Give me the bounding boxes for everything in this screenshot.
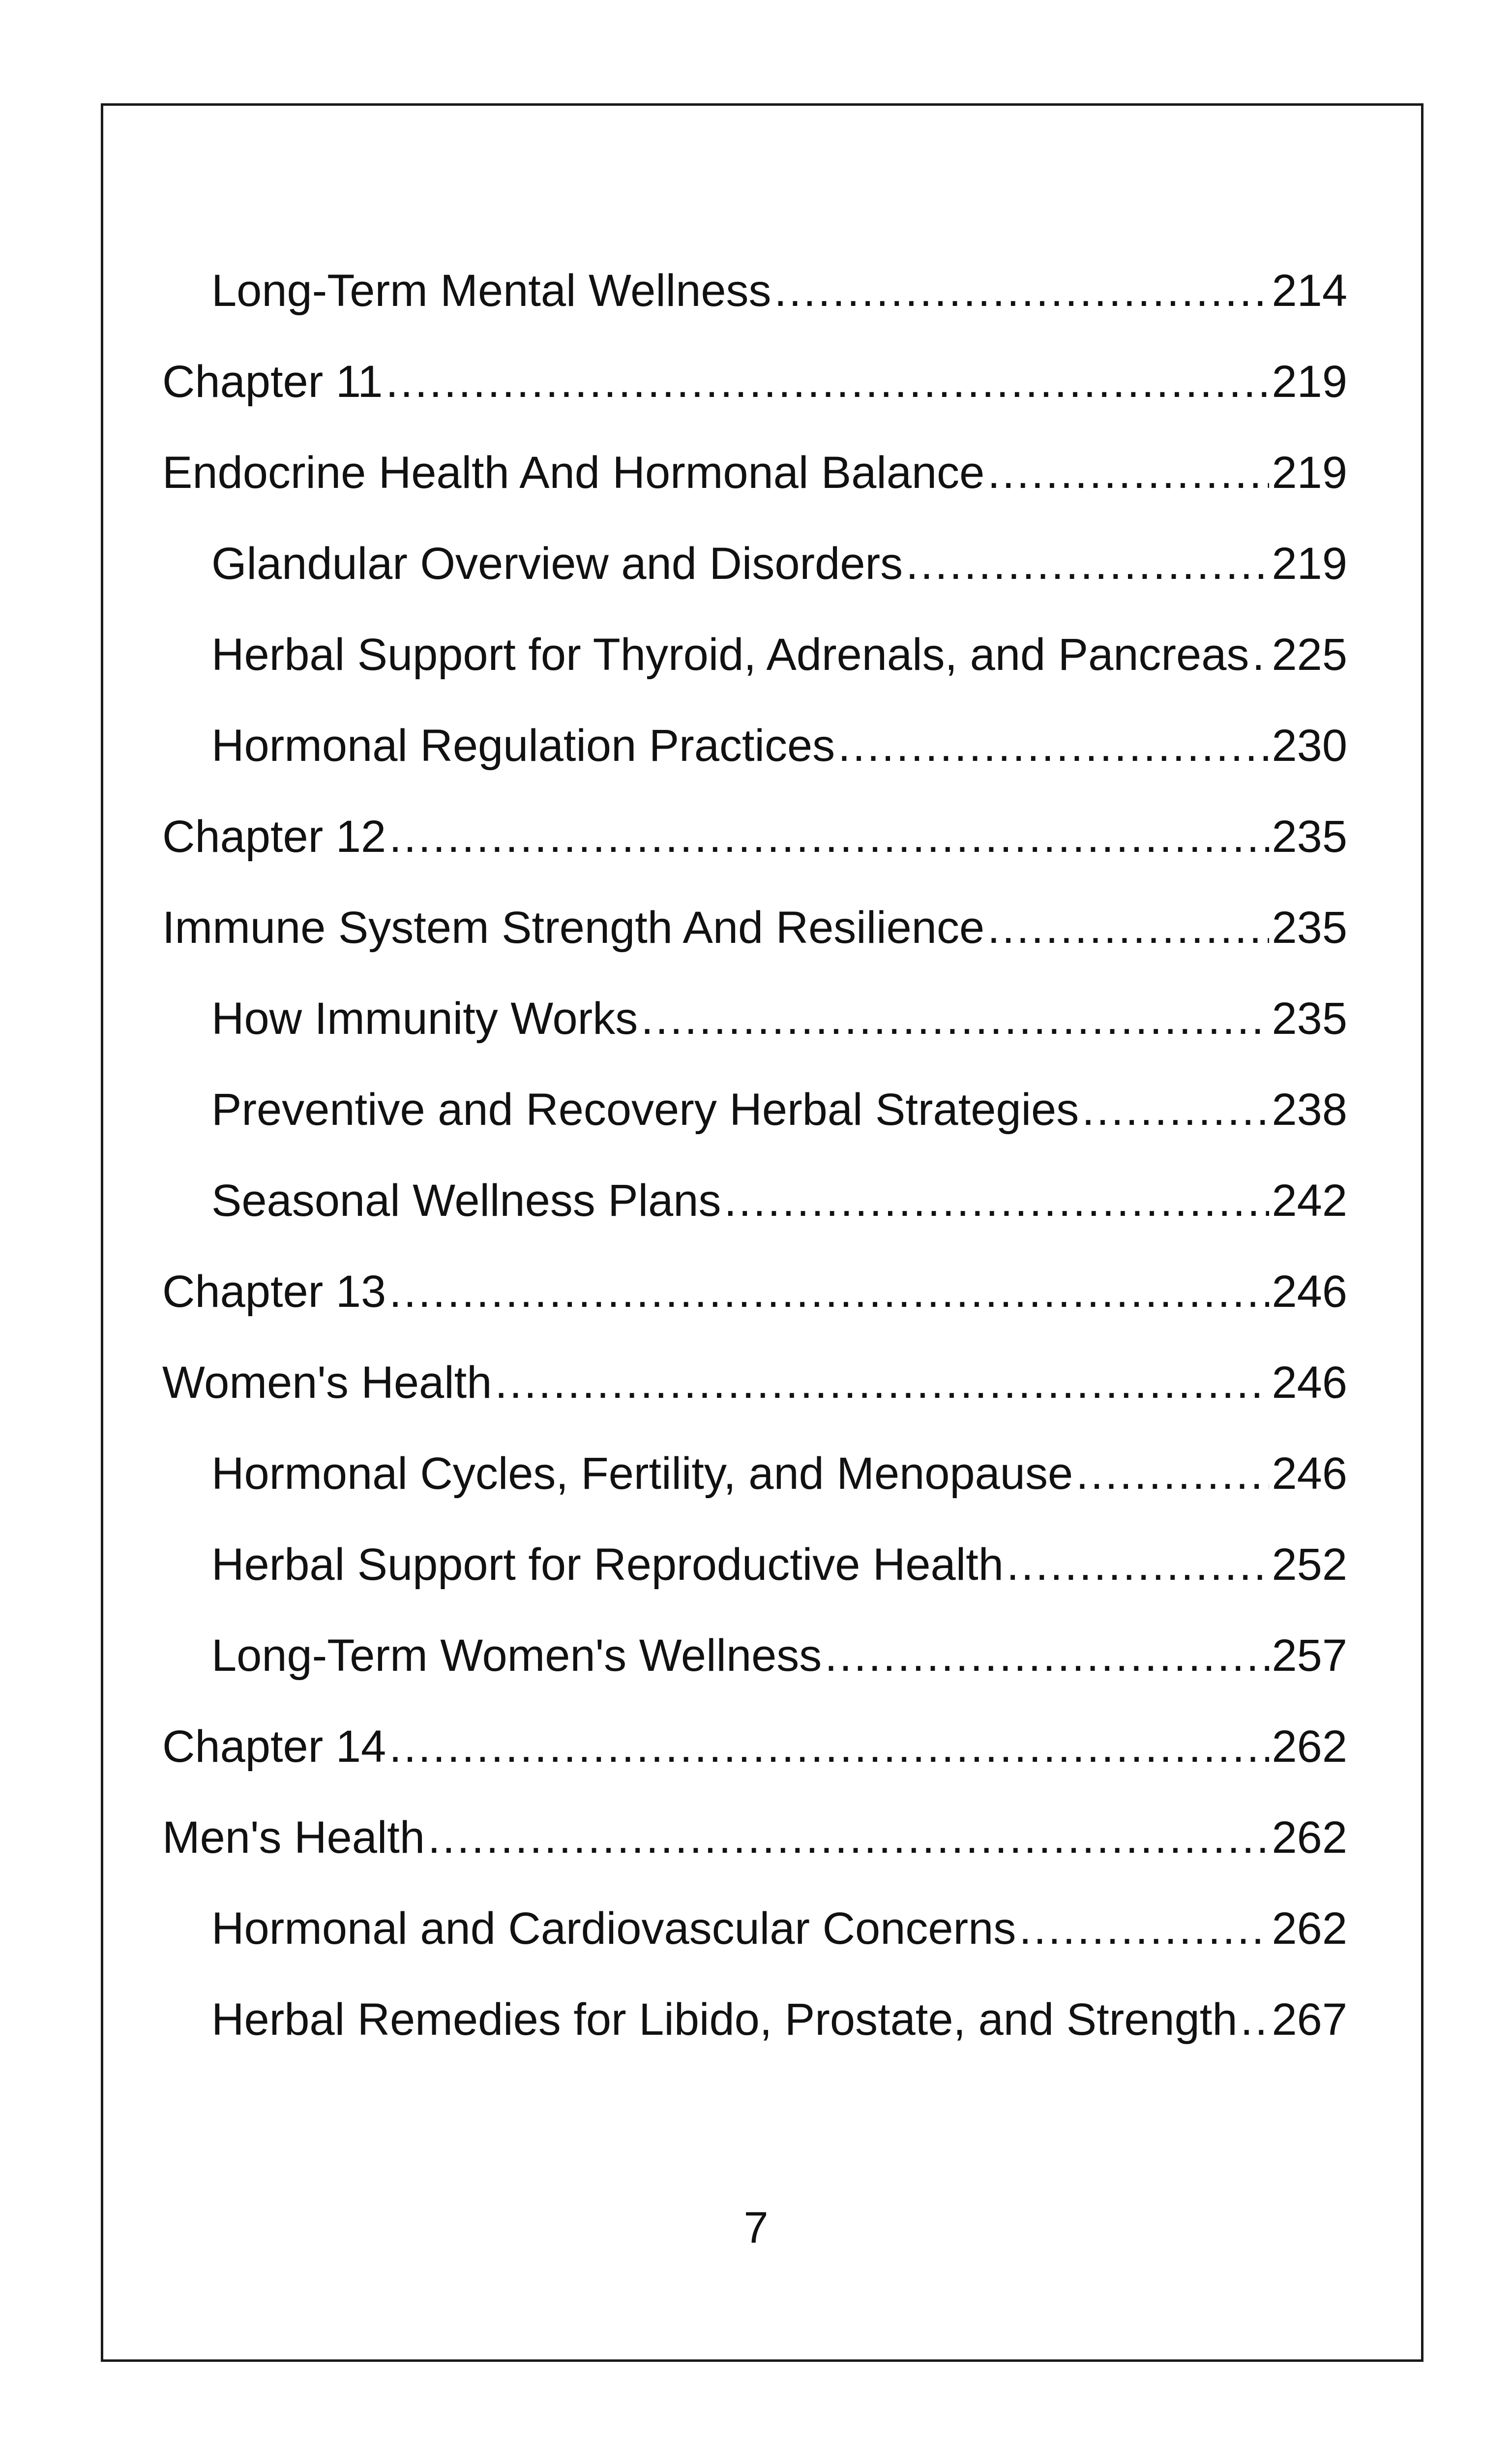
toc-entry-title: Endocrine Health And Hormonal Balance [162, 450, 985, 498]
toc-dot-leader [428, 1815, 1269, 1860]
toc-entry-page: 257 [1272, 1633, 1347, 1681]
toc-entry-title: Immune System Strength And Resilience [162, 905, 985, 953]
toc-entry[interactable] [162, 541, 1347, 632]
toc-dot-leader [1019, 1906, 1269, 1951]
toc-dot-leader [1007, 1542, 1269, 1587]
toc-entry[interactable] [162, 359, 1347, 450]
toc-entry-title: Chapter 11 [162, 359, 383, 407]
toc-entry-title: Preventive and Recovery Herbal Strategies [211, 1087, 1079, 1135]
toc-dot-leader [987, 450, 1269, 495]
toc-dot-leader [825, 1633, 1269, 1678]
toc-entry-page: 246 [1272, 1360, 1347, 1408]
toc-entry[interactable] [162, 1178, 1347, 1269]
toc-entry-page: 219 [1272, 359, 1347, 407]
toc-entry-title: Men's Health [162, 1815, 425, 1863]
toc-entry-page: 252 [1272, 1542, 1347, 1590]
toc-entry-page: 267 [1272, 1997, 1347, 2045]
toc-entry[interactable] [162, 1724, 1347, 1815]
toc-entry[interactable] [162, 1451, 1347, 1542]
toc-entry-title: Long-Term Women's Wellness [211, 1633, 822, 1681]
toc-dot-leader [389, 1269, 1269, 1314]
toc-entry-title: Long-Term Mental Wellness [211, 268, 771, 316]
toc-entry-page: 262 [1272, 1815, 1347, 1863]
toc-dot-leader [906, 541, 1269, 586]
toc-entry-title: Herbal Support for Reproductive Health [211, 1542, 1004, 1590]
toc-entry-page: 230 [1272, 723, 1347, 771]
toc-entry-page: 262 [1272, 1724, 1347, 1772]
toc-entry[interactable] [162, 1906, 1347, 1997]
toc-entry-page: 219 [1272, 450, 1347, 498]
toc-dot-leader [641, 996, 1269, 1041]
toc-entry[interactable] [162, 1542, 1347, 1633]
toc-entry[interactable] [162, 814, 1347, 905]
toc-entry[interactable] [162, 996, 1347, 1087]
toc-entry-page: 235 [1272, 905, 1347, 953]
toc-entry-title: Herbal Support for Thyroid, Adrenals, and Pancreas [211, 632, 1249, 680]
toc-dot-leader [385, 359, 1269, 404]
toc-entry-title: Glandular Overview and Disorders [211, 541, 903, 589]
toc-entry[interactable] [162, 1815, 1347, 1906]
toc-entry-title: Hormonal Cycles, Fertility, and Menopause [211, 1451, 1073, 1499]
toc-entry-title: Women's Health [162, 1360, 492, 1408]
toc-entry[interactable] [162, 268, 1347, 359]
toc-entry[interactable] [162, 1087, 1347, 1178]
toc-dot-leader [389, 814, 1269, 859]
toc-entry-page: 225 [1272, 632, 1347, 680]
toc-entry[interactable] [162, 450, 1347, 541]
toc-entry-title: Seasonal Wellness Plans [211, 1178, 721, 1226]
toc-dot-leader [774, 268, 1269, 313]
toc-entry[interactable] [162, 632, 1347, 723]
toc-entry[interactable] [162, 905, 1347, 996]
toc-entry-page: 235 [1272, 814, 1347, 862]
page-number: 7 [743, 2203, 769, 2253]
toc-entry-title: Chapter 14 [162, 1724, 386, 1772]
toc-dot-leader [1082, 1087, 1269, 1132]
toc-entry-page: 214 [1272, 268, 1347, 316]
toc-dot-leader [1241, 1997, 1269, 2042]
toc-entry[interactable] [162, 1633, 1347, 1724]
toc-entry[interactable] [162, 723, 1347, 814]
table-of-contents [162, 268, 1347, 2088]
toc-entry-page: 238 [1272, 1087, 1347, 1135]
toc-entry-title: Chapter 13 [162, 1269, 386, 1317]
toc-entry-title: Herbal Remedies for Libido, Prostate, and Strength [211, 1997, 1238, 2045]
toc-entry-title: Chapter 12 [162, 814, 386, 862]
toc-dot-leader [838, 723, 1269, 768]
toc-entry[interactable] [162, 1269, 1347, 1360]
toc-dot-leader [389, 1724, 1269, 1769]
toc-dot-leader [495, 1360, 1269, 1405]
toc-entry-page: 246 [1272, 1451, 1347, 1499]
toc-entry[interactable] [162, 1360, 1347, 1451]
toc-dot-leader [1252, 632, 1269, 677]
toc-dot-leader [1076, 1451, 1269, 1496]
toc-entry-page: 235 [1272, 996, 1347, 1044]
toc-entry-title: Hormonal and Cardiovascular Concerns [211, 1906, 1016, 1954]
toc-entry-page: 219 [1272, 541, 1347, 589]
toc-entry-page: 242 [1272, 1178, 1347, 1226]
toc-entry-title: How Immunity Works [211, 996, 638, 1044]
toc-dot-leader [987, 905, 1269, 950]
toc-dot-leader [724, 1178, 1269, 1223]
toc-entry-page: 246 [1272, 1269, 1347, 1317]
toc-entry[interactable] [162, 1997, 1347, 2088]
toc-entry-title: Hormonal Regulation Practices [211, 723, 835, 771]
toc-entry-page: 262 [1272, 1906, 1347, 1954]
